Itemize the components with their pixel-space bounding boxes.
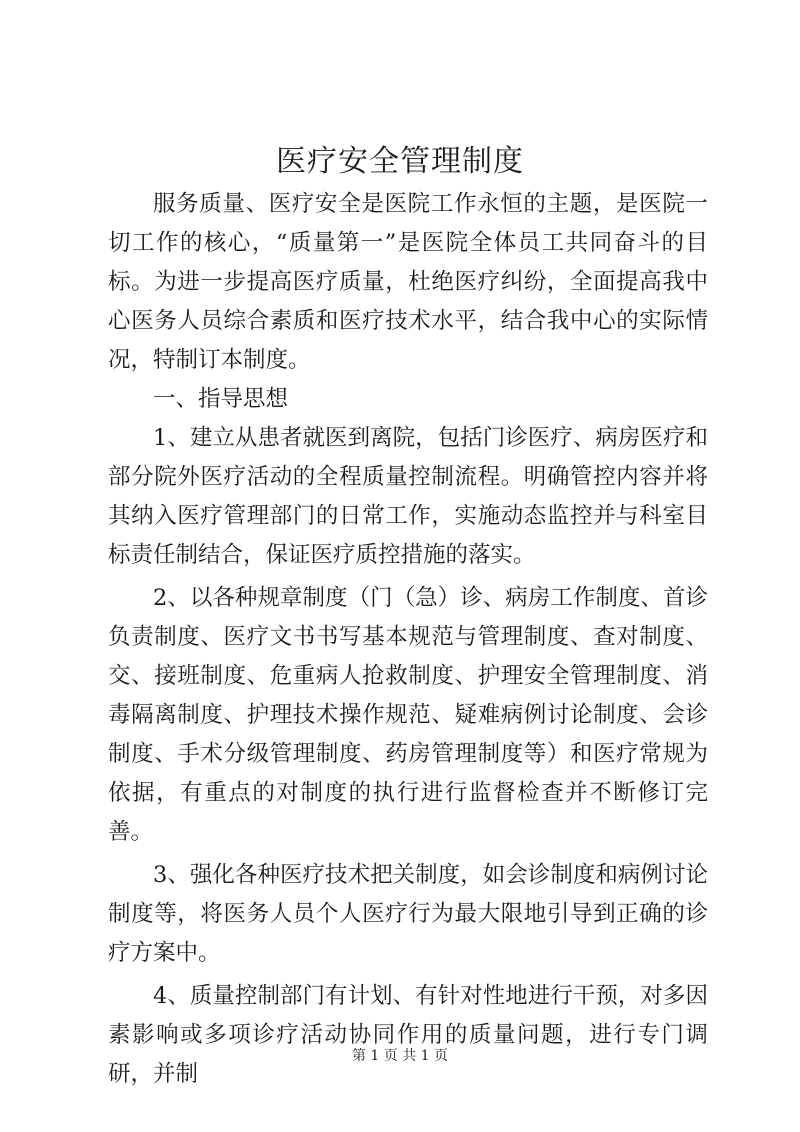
document-title: 医疗安全管理制度 [276,144,524,179]
section-heading-guiding-ideology: 一、指导思想 [153,386,289,412]
paragraph-item-4: 4、质量控制部门有计划、有针对性地进行干预，对多因素影响或多项诊疗活动协同作用的质量问题，进行专门调研，并制 [108,983,708,1087]
paragraph-item-2: 2、以各种规章制度（门（急）诊、病房工作制度、首诊负责制度、医疗文书书写基本规范与管理制度、查对制度、交、接班制度、危重病人抢救制度、护理安全管理制度、消毒隔离制度、护理技术操作规范、疑难病例讨论制度、会诊制度、手术分级管理制度、药房管理制度等）和医疗常规为依据，有重点的对制度的执行进行监督检查并不断修订完善。 [108,585,708,845]
paragraph-item-3: 3、强化各种医疗技术把关制度，如会诊制度和病例讨论制度等，将医务人员个人医疗行为最大限地引导到正确的诊疗方案中。 [108,862,708,966]
paragraph-item-1: 1、建立从患者就医到离院，包括门诊医疗、病房医疗和部分院外医疗活动的全程质量控制流程。明确管控内容并将其纳入医疗管理部门的日常工作，实施动态监控并与科室目标责任制结合，保证医疗质控措施的落实。 [108,425,708,568]
paragraph-intro: 服务质量、医疗安全是医院工作永恒的主题，是医院一切工作的核心，“质量第一”是医院全体员工共同奋斗的目标。为进一步提高医疗质量，杜绝医疗纠纷，全面提高我中心医务人员综合素质和医疗技术水平，结合我中心的实际情况，特制订本制度。 [108,191,708,373]
document-body [108,185,708,1094]
page-footer: 第 1 页 共 1 页 [351,1048,449,1064]
